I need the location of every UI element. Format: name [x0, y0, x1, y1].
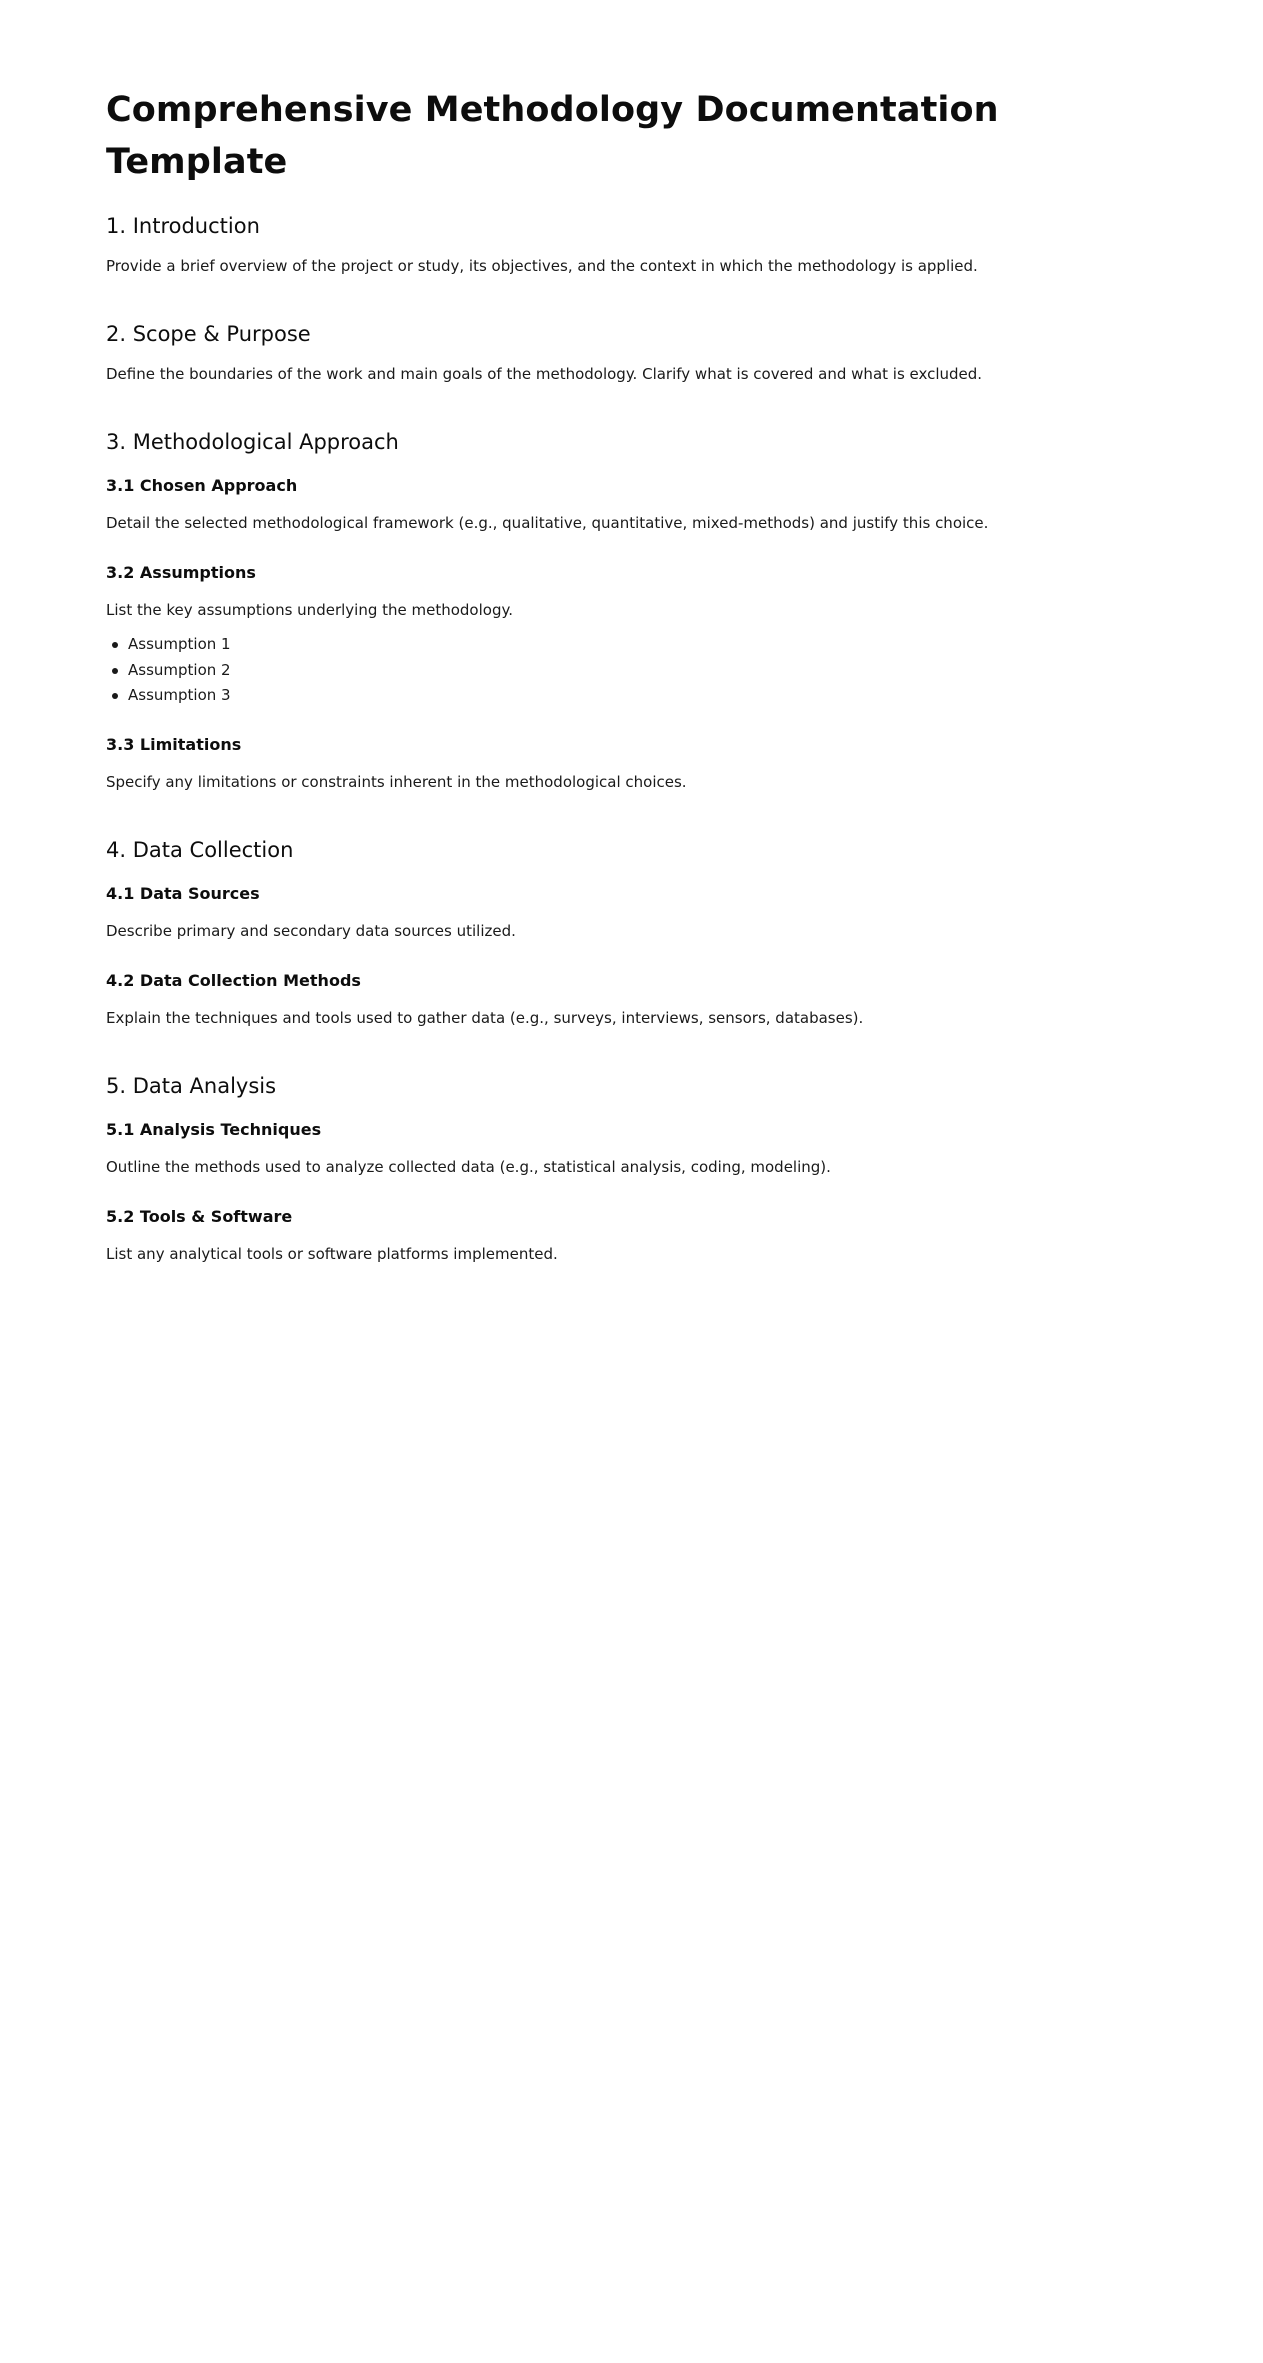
subsection-text: Explain the techniques and tools used to gather data (e.g., surveys, interviews, sensors, databases).	[106, 1008, 864, 1027]
subsection-text: Detail the selected methodological framework (e.g., qualitative, quantitative, mixed-methods) and justify this choice.	[106, 514, 989, 532]
subsection-heading: 3.3 Limitations	[106, 734, 242, 754]
section-introduction	[106, 210, 1157, 278]
section-text: Provide a brief overview of the project or study, its objectives, and the context in which the methodology is applied.	[106, 257, 978, 275]
subsection-heading: 4.2 Data Collection Methods	[106, 970, 361, 990]
subsection-heading: 3.1 Chosen Approach	[106, 476, 298, 495]
section-text: Define the boundaries of the work and main goals of the methodology. Clarify what is covered and what is excluded.	[106, 365, 983, 383]
list-item: Assumption 1	[128, 632, 1157, 658]
subsection-text: List any analytical tools or software platforms implemented.	[106, 1244, 558, 1263]
subsection-text: Outline the methods used to analyze collected data (e.g., statistical analysis, coding, modeling).	[106, 1157, 831, 1176]
section-heading: 1. Introduction	[106, 214, 260, 238]
list-item: Assumption 2	[128, 658, 1157, 684]
section-data-analysis	[106, 1070, 1157, 1266]
subsection-heading: 4.1 Data Sources	[106, 883, 260, 903]
bullet-icon	[112, 693, 118, 699]
section-heading: 4. Data Collection	[106, 837, 294, 862]
section-heading: 2. Scope & Purpose	[106, 322, 311, 346]
subsection-heading: 5.2 Tools & Software	[106, 1206, 293, 1226]
document-title: Comprehensive Methodology Documentation Template	[106, 90, 999, 182]
section-data-collection	[106, 834, 1157, 1030]
section-scope-purpose	[106, 318, 1157, 386]
list-item: Assumption 3	[128, 683, 1157, 709]
assumptions-list	[106, 632, 1157, 709]
subsection-heading: 3.2 Assumptions	[106, 563, 256, 582]
subsection-text: Specify any limitations or constraints inherent in the methodological choices.	[106, 772, 687, 791]
bullet-icon	[112, 642, 118, 648]
subsection-text: Describe primary and secondary data sources utilized.	[106, 921, 516, 940]
subsection-text: List the key assumptions underlying the methodology.	[106, 601, 513, 619]
bullet-icon	[112, 668, 118, 674]
section-heading: 5. Data Analysis	[106, 1073, 277, 1098]
section-heading: 3. Methodological Approach	[106, 430, 399, 454]
subsection-heading: 5.1 Analysis Techniques	[106, 1119, 322, 1139]
section-methodological-approach	[106, 426, 1157, 794]
